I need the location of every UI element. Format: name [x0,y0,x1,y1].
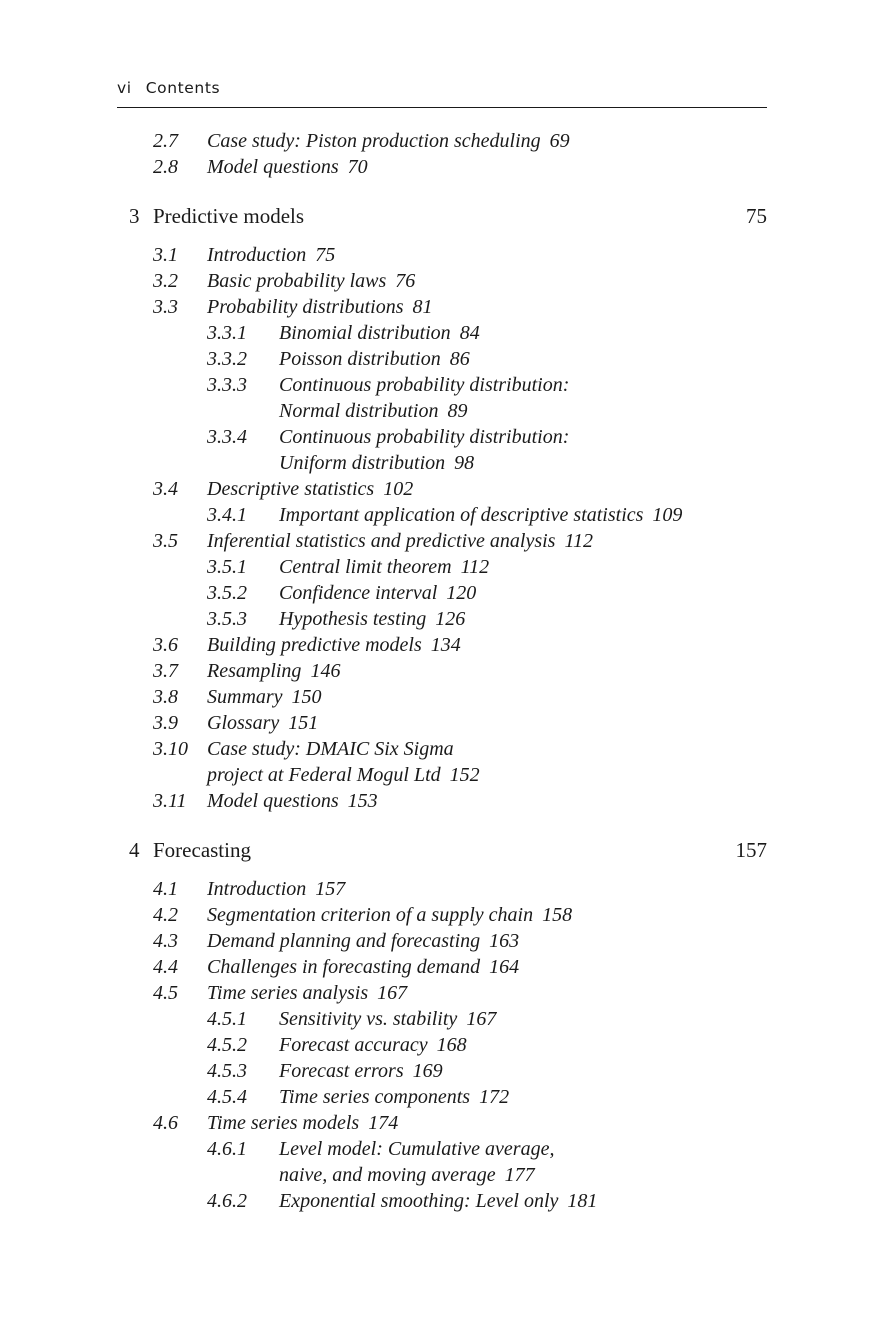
entry-text [207,902,572,928]
entry-number: 3.3 [153,296,178,318]
entry-page: 76 [395,270,416,292]
entry-title-line2: project at Federal Mogul Ltd [207,764,441,786]
subsection-entry [0,606,884,632]
section-entry [0,294,884,320]
entry-title: Summary [207,686,283,708]
entry-title-continued [207,762,480,788]
entry-number: 3.3.1 [207,322,247,344]
entry-page: 174 [368,1112,399,1134]
entry-number: 3.3.4 [207,426,247,448]
entry-title-continued [279,450,474,476]
entry-page: 89 [447,400,468,422]
subsection-entry [0,320,884,346]
entry-text [207,710,318,736]
section-entry [0,268,884,294]
entry-page: 152 [449,764,480,786]
entry-title: Demand planning and forecasting [207,930,481,952]
entry-title: Sensitivity vs. stability [279,1008,458,1030]
entry-number: 2.7 [153,130,178,152]
entry-page: 134 [430,634,461,656]
entry-page: 150 [291,686,322,708]
entry-text [207,632,461,658]
running-head-page-number: vi [117,79,132,97]
entry-page: 167 [466,1008,497,1030]
entry-title: Time series models [207,1112,360,1134]
entry-text [207,876,345,902]
entry-title: Inferential statistics and predictive analysis [207,530,556,552]
entry-number: 4.5.1 [207,1008,247,1030]
entry-title: Time series components [279,1086,471,1108]
entry-number: 3.9 [153,712,178,734]
entry-number: 4.6.2 [207,1190,247,1212]
entry-title: Case study: DMAIC Six Sigma [207,738,454,760]
entry-text [279,346,470,372]
entry-text [207,528,593,554]
entry-number: 3.7 [153,660,178,682]
entry-title: Level model: Cumulative average, [279,1138,555,1160]
entry-text [279,606,465,632]
entry-number: 4.3 [153,930,178,952]
entry-title: Time series analysis [207,982,369,1004]
entry-text [279,1006,496,1032]
section-entry [0,632,884,658]
section-entry [0,902,884,928]
subsection-entry [0,1136,884,1188]
entry-page: 172 [479,1086,510,1108]
entry-title: Forecast accuracy [279,1034,428,1056]
entry-page: 112 [564,530,593,552]
section-entry [0,684,884,710]
entry-page: 153 [347,790,378,812]
entry-number: 3.6 [153,634,178,656]
entry-title: Probability distributions [207,296,404,318]
entry-page: 75 [315,244,336,266]
entry-page: 126 [435,608,466,630]
entry-number: 4.4 [153,956,178,978]
chapter-number: 3 [129,204,140,228]
subsection-entry [0,1188,884,1214]
entry-text [207,954,519,980]
entry-page: 86 [449,348,470,370]
entry-text [207,154,368,180]
entry-title: Model questions [207,156,339,178]
chapter-page: 75 [746,204,767,228]
entry-text [279,1058,443,1084]
entry-title: Descriptive statistics [207,478,375,500]
entry-page: 120 [446,582,477,604]
subsection-entry [0,424,884,476]
chapter-heading [0,837,884,863]
entry-title-line2: Uniform distribution [279,452,446,474]
entry-page: 109 [652,504,683,526]
entry-text [207,658,340,684]
entry-number: 4.2 [153,904,178,926]
chapter-number: 4 [129,838,140,862]
entry-title: Model questions [207,790,339,812]
subsection-entry [0,1084,884,1110]
entry-number: 3.8 [153,686,178,708]
subsection-entry [0,1032,884,1058]
entry-title-continued [279,1162,535,1188]
section-entry [0,658,884,684]
entry-title-continued [279,398,467,424]
entry-number: 3.11 [153,790,187,812]
entry-title: Central limit theorem [279,556,452,578]
entry-title: Challenges in forecasting demand [207,956,481,978]
section-entry [0,128,884,154]
entry-page: 163 [489,930,520,952]
section-entry [0,980,884,1006]
entry-text [279,580,476,606]
section-entry [0,736,884,788]
entry-title: Case study: Piston production scheduling [207,130,541,152]
entry-text [207,242,335,268]
entry-title: Continuous probability distribution: [279,426,570,448]
entry-number: 3.1 [153,244,178,266]
entry-title: Confidence interval [279,582,438,604]
entry-title: Introduction [207,878,307,900]
entry-number: 4.5.2 [207,1034,247,1056]
entry-title: Glossary [207,712,280,734]
entry-text [279,1032,467,1058]
entry-page: 167 [377,982,408,1004]
entry-page: 112 [460,556,490,578]
entry-page: 158 [542,904,573,926]
entry-title: Basic probability laws [207,270,387,292]
subsection-entry [0,1006,884,1032]
entry-number: 3.3.3 [207,374,247,396]
section-entry [0,242,884,268]
entry-number: 4.5 [153,982,178,1004]
section-entry [0,710,884,736]
entry-number: 3.4.1 [207,504,247,526]
entry-title: Forecast errors [279,1060,404,1082]
entry-page: 151 [288,712,319,734]
entry-text [279,554,489,580]
entry-text [279,502,682,528]
entry-title-line2: naive, and moving average [279,1164,496,1186]
entry-title: Building predictive models [207,634,422,656]
entry-number: 3.3.2 [207,348,247,370]
entry-number: 4.5.4 [207,1086,247,1108]
entry-title: Resampling [207,660,302,682]
subsection-entry [0,580,884,606]
entry-number: 3.5.2 [207,582,247,604]
entry-page: 102 [383,478,414,500]
entry-text [207,476,413,502]
entry-page: 169 [412,1060,443,1082]
entry-text [279,320,480,346]
section-entry [0,954,884,980]
entry-text [207,788,378,814]
entry-page: 146 [310,660,341,682]
entry-page: 81 [412,296,433,318]
entry-page: 69 [549,130,570,152]
subsection-entry [0,554,884,580]
entry-title: Poisson distribution [279,348,441,370]
entry-text [207,684,322,710]
entry-title: Binomial distribution [279,322,451,344]
entry-text [207,294,433,320]
entry-text [279,1188,597,1214]
section-entry [0,788,884,814]
entry-page: 168 [436,1034,467,1056]
section-entry [0,154,884,180]
entry-number: 2.8 [153,156,178,178]
entry-title: Hypothesis testing [279,608,427,630]
entry-number: 3.5 [153,530,178,552]
running-head-title: Contents [145,79,221,97]
chapter-page: 157 [735,838,767,862]
entry-text [207,268,415,294]
entry-number: 4.6.1 [207,1138,247,1160]
chapter-heading [0,203,884,229]
entry-title: Segmentation criterion of a supply chain [207,904,534,926]
entry-page: 157 [315,878,346,900]
entry-title-line2: Normal distribution [279,400,439,422]
subsection-entry [0,502,884,528]
entry-number: 3.2 [153,270,178,292]
entry-number: 4.5.3 [207,1060,247,1082]
section-entry [0,528,884,554]
entry-number: 3.10 [153,738,188,760]
entry-text [207,1110,398,1136]
entry-page: 181 [567,1190,598,1212]
subsection-entry [0,372,884,424]
entry-page: 84 [459,322,480,344]
entry-page: 70 [347,156,368,178]
subsection-entry [0,1058,884,1084]
chapter-title: Predictive models [153,204,305,228]
section-entry [0,1110,884,1136]
subsection-entry [0,346,884,372]
entry-title: Continuous probability distribution: [279,374,570,396]
entry-text [279,1084,509,1110]
section-entry [0,928,884,954]
chapter-title: Forecasting [153,838,251,862]
section-entry [0,476,884,502]
entry-text [207,980,407,1006]
section-entry [0,876,884,902]
entry-title: Important application of descriptive statistics [279,504,644,526]
entry-text [207,128,570,154]
entry-page: 164 [489,956,520,978]
entry-number: 4.6 [153,1112,178,1134]
entry-number: 3.5.3 [207,608,247,630]
entry-page: 98 [454,452,475,474]
entry-title: Exponential smoothing: Level only [279,1190,559,1212]
entry-number: 4.1 [153,878,178,900]
entry-number: 3.4 [153,478,178,500]
entry-number: 3.5.1 [207,556,247,578]
entry-page: 177 [504,1164,535,1186]
entry-title: Introduction [207,244,307,266]
entry-text [207,928,519,954]
